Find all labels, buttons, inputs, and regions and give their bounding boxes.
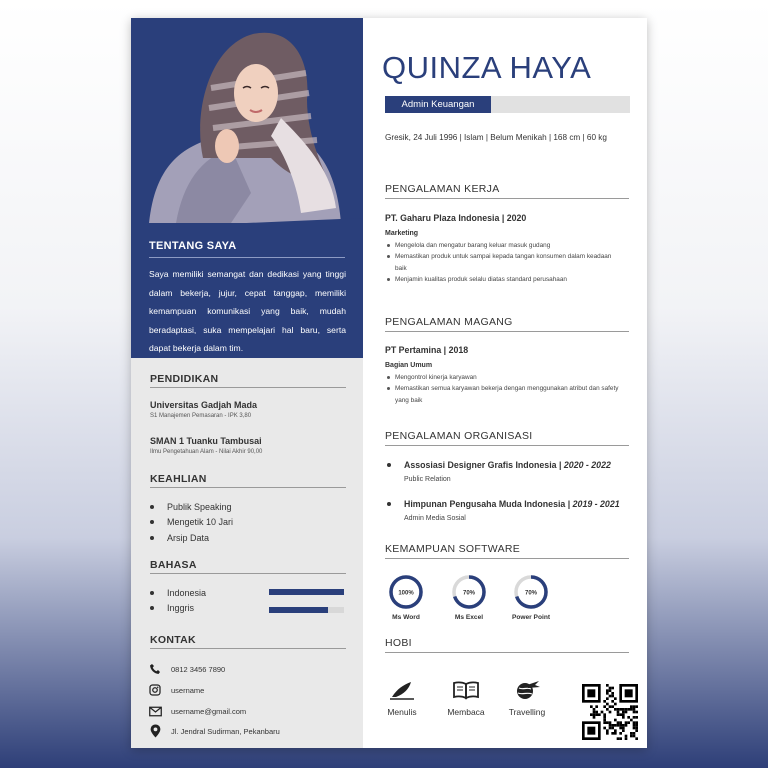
hobby-travelling: Travelling [497, 678, 557, 717]
internship-position: Bagian Umum [385, 362, 433, 369]
hobbies-divider [385, 652, 629, 653]
gauge-label: Ms Excel [454, 614, 484, 621]
location-pin-icon [148, 724, 162, 738]
internship-company: PT Pertamina | 2018 [385, 345, 469, 355]
pen-icon [372, 678, 432, 702]
instagram-icon [148, 683, 162, 697]
about-section [131, 223, 363, 358]
gauge-ring [512, 573, 550, 611]
organization-role: Public Relation [404, 476, 451, 483]
book-icon [436, 678, 496, 702]
duty-item: Menjamin kualitas produk selalu diatas standard perusahaan [385, 274, 621, 285]
language-item: Inggris [150, 603, 194, 613]
globe-plane-icon [497, 678, 557, 702]
gauge-percent: 70% [524, 590, 538, 597]
gauge-percent: 100% [398, 590, 414, 597]
about-divider [149, 257, 345, 258]
skill-item: Mengetik 10 Jari [150, 517, 233, 527]
education-detail-2: Ilmu Pengetahuan Alam - Nilai Akhir 90,00 [150, 449, 263, 455]
language-level-bar [269, 589, 344, 595]
hobbies-title: HOBI [385, 637, 412, 649]
contact-email: username@gmail.com [148, 704, 246, 718]
work-position: Marketing [385, 230, 419, 237]
work-title: PENGALAMAN KERJA [385, 183, 500, 195]
resume-sheet [131, 18, 647, 748]
about-text: Saya memiliki semangat dan dedikasi yang tinggi dalam bekerja, jujur, cepat tanggap, memiliki kemampuan komunikasi yang baik, mudah beradaptasi, suka mempelajari hal baru, serta dapat bekerja dalam tim. [149, 269, 346, 353]
internship-title: PENGALAMAN MAGANG [385, 316, 513, 328]
education-title: PENDIDIKAN [150, 373, 219, 385]
profile-photo [131, 18, 363, 223]
language-level-bar [269, 607, 344, 613]
work-duties [385, 240, 621, 285]
candidate-role: Admin Keuangan [385, 96, 491, 113]
skills-title: KEAHLIAN [150, 473, 207, 485]
internship-duties [385, 372, 621, 406]
about-title: TENTANG SAYA [149, 240, 237, 252]
duty-item: Mengelola dan mengatur barang keluar masuk gudang [385, 240, 621, 251]
hobby-writing: Menulis [372, 678, 432, 717]
phone-icon [148, 662, 162, 676]
software-divider [385, 558, 629, 559]
organization-divider [385, 445, 629, 446]
contact-address: Jl. Jendral Sudirman, Pekanbaru [148, 724, 280, 738]
contact-title: KONTAK [150, 634, 196, 646]
software-title: KEMAMPUAN SOFTWARE [385, 543, 521, 555]
internship-divider [385, 331, 629, 332]
contact-divider [150, 648, 346, 649]
organization-title: PENGALAMAN ORGANISASI [385, 430, 533, 442]
languages-title: BAHASA [150, 559, 197, 571]
hobby-reading: Membaca [436, 678, 496, 717]
duty-item: Memastikan produk untuk sampai kepada tangan konsumen dalam keadaan baik [385, 251, 621, 274]
organization-item: Assosiasi Designer Grafis Indonesia | 2020 - 2022 [387, 460, 611, 470]
language-item: Indonesia [150, 588, 206, 598]
education-school-1: Universitas Gadjah Mada [150, 400, 258, 410]
gauge-ring [387, 573, 425, 611]
language-level-fill [269, 589, 344, 595]
education-detail-1: S1 Manajemen Pemasaran - IPK 3,80 [150, 413, 252, 419]
organization-role: Admin Media Sosial [404, 515, 466, 522]
candidate-name: QUINZA HAYA [382, 50, 592, 85]
skill-item: Arsip Data [150, 533, 209, 543]
work-company: PT. Gaharu Plaza Indonesia | 2020 [385, 213, 527, 223]
gauge-percent: 70% [462, 590, 476, 597]
qr-code [582, 684, 638, 740]
organization-item: Himpunan Pengusaha Muda Indonesia | 2019 - 2021 [387, 499, 620, 509]
languages-divider [150, 573, 346, 574]
language-level-fill [269, 607, 328, 613]
duty-item: Memastikan semua karyawan bekerja dengan menggunakan atribut dan safety yang baik [385, 383, 621, 406]
mail-icon [148, 704, 162, 718]
software-gauge [511, 573, 551, 621]
gauge-ring [450, 573, 488, 611]
gauge-label: Ms Word [392, 614, 420, 621]
work-divider [385, 198, 629, 199]
skills-divider [150, 487, 346, 488]
skill-item: Publik Speaking [150, 502, 232, 512]
contact-instagram: username [148, 683, 204, 697]
gauge-label: Power Point [511, 614, 551, 621]
education-divider [150, 387, 346, 388]
education-school-2: SMAN 1 Tuanku Tambusai [150, 436, 262, 446]
software-gauge [449, 573, 489, 621]
duty-item: Mengontrol kinerja karyawan [385, 372, 621, 383]
personal-info: Gresik, 24 Juli 1996 | Islam | Belum Menikah | 168 cm | 60 kg [385, 133, 607, 142]
contact-phone: 0812 3456 7890 [148, 662, 225, 676]
software-gauge [386, 573, 426, 621]
